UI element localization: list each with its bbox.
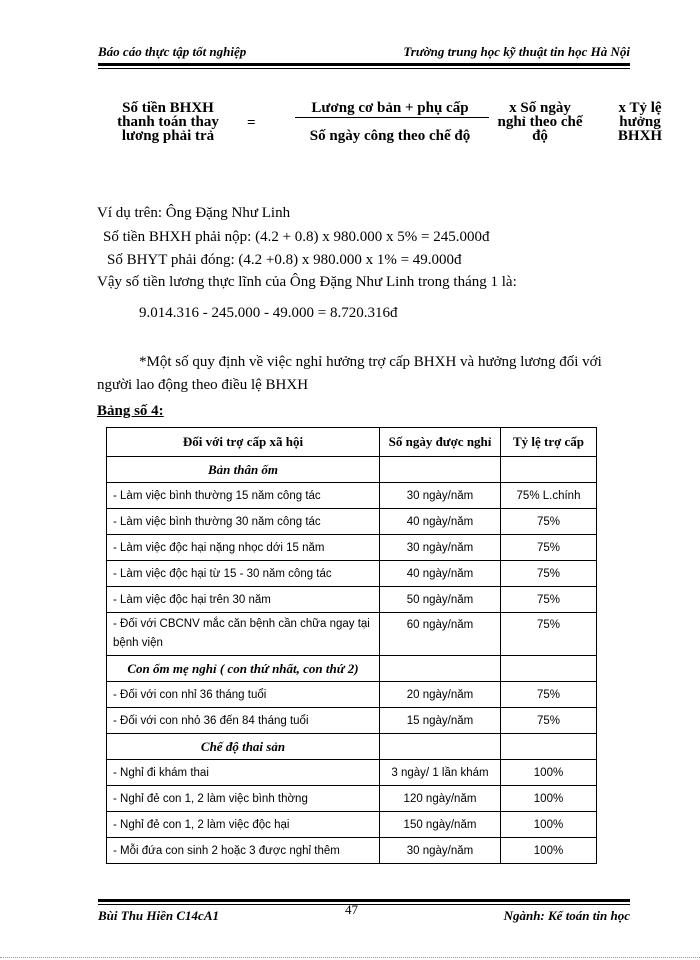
table-row: - Nghỉ đi khám thai 3 ngày/ 1 lần khám 100% [107,760,597,786]
col-header-type: Đối với trợ cấp xã hội [107,428,380,457]
table-row: - Làm việc độc hại trên 30 năm 50 ngày/năm 75% [107,587,597,613]
formula-denominator: Số ngày công theo chế độ [309,128,471,144]
header-rule-thin [98,68,630,69]
table-row: - Làm việc bình thường 30 năm công tác 40 ngày/năm 75% [107,509,597,535]
section-title: Con ốm mẹ nghỉ ( con thứ nhất, con thứ 2) [107,656,380,682]
header-right: Trường trung học kỹ thuật tin học Hà Nội [403,44,630,59]
formula-term-rate: x Tỷ lệ hưởng BHXH [617,100,663,144]
table-row: - Làm việc độc hại nặng nhọc dới 15 năm 30 ngày/năm 75% [107,535,597,561]
benefits-table [106,427,597,864]
footer-right: Ngành: Kế toán tin học [503,908,630,923]
example-line-3: Số BHYT phải đóng: (4.2 +0.8) x 980.000 x 1% = 49.000đ [107,252,462,268]
table-row: - Đối với CBCNV mắc căn bệnh cần chữa ngay tại bệnh viện 60 ngày/năm 75% [107,613,597,656]
footer-left: Bùi Thu Hiền C14cA1 [98,908,219,923]
footer-rule-thin [98,904,630,905]
table-row: - Đối với con nhỉ 36 tháng tuổi 20 ngày/năm 75% [107,682,597,708]
section-title: Bản thân ốm [107,457,380,483]
table-row: - Làm việc độc hại từ 15 - 30 năm công tác 40 ngày/năm 75% [107,561,597,587]
page-number: 47 [345,902,358,917]
example-line-2: Số tiền BHXH phải nộp: (4.2 + 0.8) x 980.000 x 5% = 245.000đ [103,229,490,245]
formula-numerator: Lương cơ bản + phụ cấp [311,100,469,116]
formula-equals: = [247,115,256,131]
col-header-rate: Tỷ lệ trợ cấp [501,428,597,457]
header-rule [98,63,630,66]
table-row: - Làm việc bình thường 15 năm công tác 30 ngày/năm 75% L.chính [107,483,597,509]
footer-rule [98,899,630,902]
fraction-bar [295,117,489,118]
page-edge-dotted-line [0,957,700,958]
example-result: 9.014.316 - 245.000 - 49.000 = 8.720.316đ [139,305,398,321]
example-line-4: Vậy số tiền lương thực lĩnh của Ông Đặng Như Linh trong tháng 1 là: [97,274,517,290]
formula-lhs: Số tiền BHXH thanh toán thay lương phải trả [117,100,219,144]
formula-term-days: x Số ngày nghỉ theo chế độ [497,100,583,144]
intro-line-2: người lao động theo điều lệ BHXH [97,377,309,393]
header-left: Báo cáo thực tập tốt nghiệp [98,44,247,59]
col-header-days: Số ngày được nghỉ [380,428,501,457]
table-title: Bảng số 4: [97,403,164,419]
section-title: Chế độ thai sản [107,734,380,760]
table-row: - Đối với con nhỏ 36 đến 84 tháng tuổi 15 ngày/năm 75% [107,708,597,734]
table-row: - Mỗi đứa con sinh 2 hoặc 3 được nghỉ thêm 30 ngày/năm 100% [107,838,597,864]
intro-line-1: *Một số quy định về việc nghỉ hưởng trợ cấp BHXH và hưởng lương đối với [139,354,602,370]
table-row: - Nghỉ đẻ con 1, 2 làm việc bình thờng 120 ngày/năm 100% [107,786,597,812]
table-row: - Nghỉ đẻ con 1, 2 làm việc độc hại 150 ngày/năm 100% [107,812,597,838]
example-line-1: Ví dụ trên: Ông Đặng Như Linh [97,205,291,221]
